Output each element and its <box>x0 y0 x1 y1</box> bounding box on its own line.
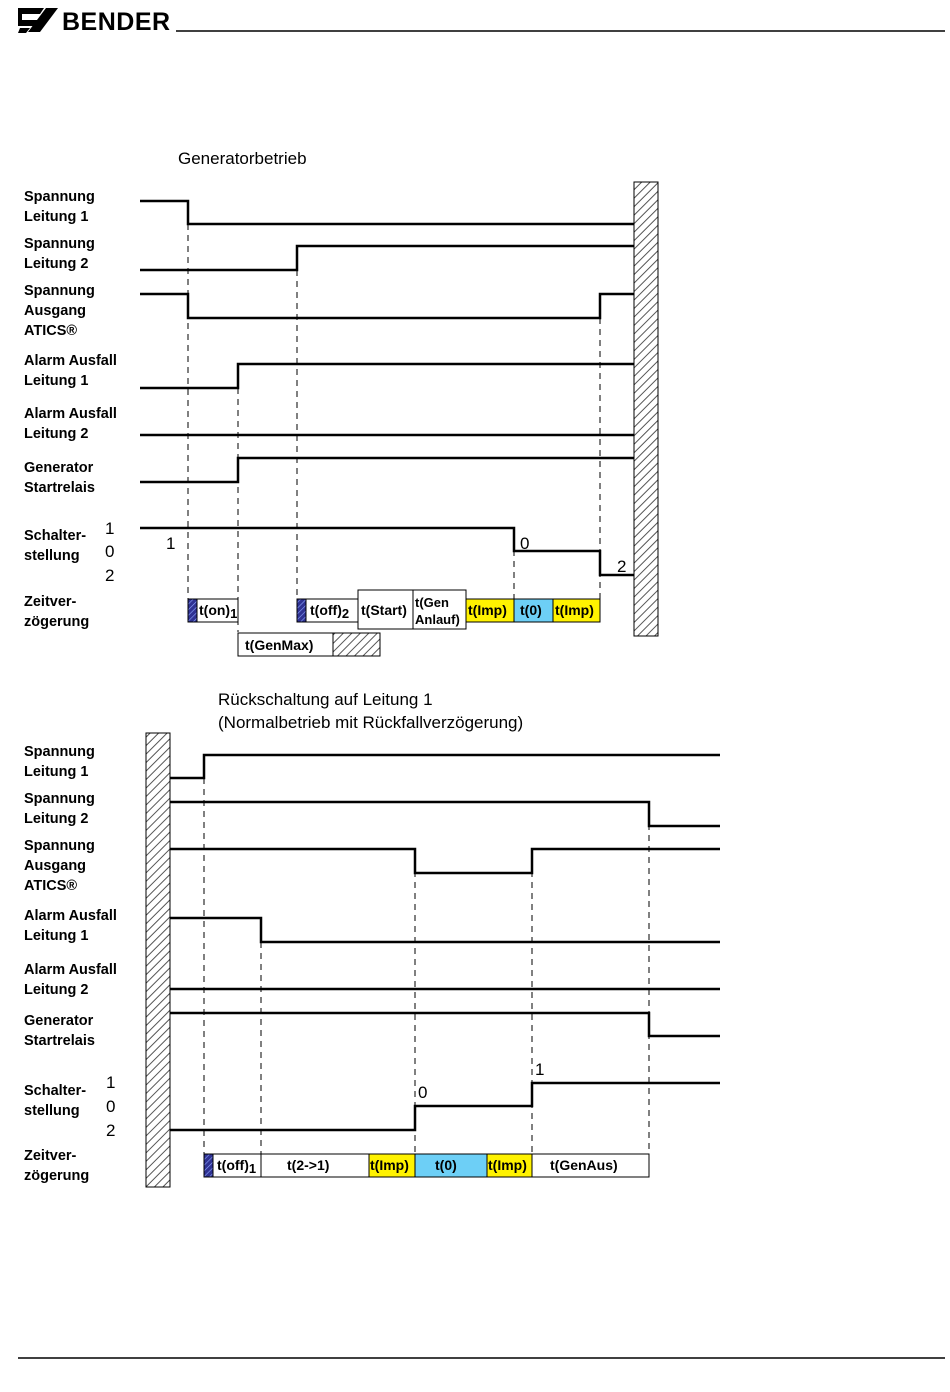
top-signal-spannung-l2 <box>140 246 635 270</box>
svg-text:t(0): t(0) <box>520 602 542 618</box>
bottom-timers <box>204 1154 649 1177</box>
bottom-signals <box>170 755 720 1130</box>
svg-text:2: 2 <box>105 566 115 585</box>
top-timers-row1 <box>188 590 600 629</box>
svg-text:t(Start): t(Start) <box>361 602 407 618</box>
bender-logo-icon <box>18 8 58 33</box>
svg-text:t(GenMax): t(GenMax) <box>245 637 314 653</box>
bottom-signal-ausgang <box>170 849 720 873</box>
svg-text:Zeitver-zögerung: Zeitver-zögerung <box>24 1148 90 1184</box>
svg-text:1: 1 <box>535 1060 545 1079</box>
svg-text:1: 1 <box>105 519 115 538</box>
top-signal-generator <box>140 458 635 482</box>
svg-text:t(2->1): t(2->1) <box>287 1157 330 1173</box>
svg-text:Anlauf): Anlauf) <box>415 612 460 627</box>
top-event-lines <box>188 224 600 632</box>
top-signal-alarm-l1 <box>140 364 635 388</box>
top-switch-levels <box>105 519 114 585</box>
bottom-signal-alarm-l1 <box>170 918 720 942</box>
svg-text:t(0): t(0) <box>435 1157 457 1173</box>
top-signal-spannung-l1 <box>140 201 635 224</box>
svg-text:0: 0 <box>105 542 115 561</box>
bottom-switch-levels <box>106 1073 115 1140</box>
top-switch-marks <box>166 534 626 576</box>
svg-text:GeneratorStartrelais: Generator Startrelais <box>24 460 95 496</box>
svg-text:1: 1 <box>106 1073 116 1092</box>
svg-text:SpannungLeitung 2: Spannung Leitung 2 <box>24 236 95 272</box>
svg-text:SpannungLeitung 2: Spannung Leitung 2 <box>24 791 95 827</box>
svg-text:t(Imp): t(Imp) <box>370 1157 409 1173</box>
svg-text:SpannungLeitung 1: Spannung Leitung 1 <box>24 189 95 225</box>
bottom-signal-generator <box>170 1013 720 1036</box>
svg-text:SpannungAusgangATICS®: Spannung Ausgang ATICS® <box>24 838 95 894</box>
svg-text:t(off)1: t(off)1 <box>217 1157 257 1176</box>
svg-text:GeneratorStartrelais: Generator Startrelais <box>24 1013 95 1049</box>
bottom-start-wall <box>146 733 170 1187</box>
bottom-signal-spannung-l2 <box>170 802 720 826</box>
svg-text:t(Imp): t(Imp) <box>468 602 507 618</box>
svg-text:0: 0 <box>520 534 530 553</box>
svg-text:0: 0 <box>418 1083 428 1102</box>
svg-text:0: 0 <box>106 1097 116 1116</box>
svg-text:t(on)1: t(on)1 <box>199 602 238 621</box>
svg-text:t(Imp): t(Imp) <box>555 602 594 618</box>
svg-text:Alarm AusfallLeitung 1: Alarm Ausfall Leitung 1 <box>24 353 117 389</box>
top-row-labels <box>24 189 117 630</box>
svg-text:Schalter-stellung: Schalter-stellung <box>24 1083 87 1119</box>
top-signal-ausgang <box>140 294 635 318</box>
bottom-signal-schalter <box>170 1083 720 1130</box>
top-timers-row2 <box>238 633 380 656</box>
bottom-signal-spannung-l1 <box>170 755 720 778</box>
svg-text:1: 1 <box>166 534 176 553</box>
bottom-title-2: (Normalbetrieb mit Rückfallverzögerung) <box>218 713 524 732</box>
bottom-title-1: Rückschaltung auf Leitung 1 <box>218 690 433 709</box>
svg-text:2: 2 <box>106 1121 116 1140</box>
bender-logo <box>18 8 171 36</box>
svg-text:Schalter-stellung: Schalter-stellung <box>24 528 87 564</box>
svg-text:t(GenAus): t(GenAus) <box>550 1157 618 1173</box>
svg-text:SpannungLeitung 1: Spannung Leitung 1 <box>24 744 95 780</box>
top-signals <box>140 201 635 575</box>
svg-text:t(off)2: t(off)2 <box>310 602 350 621</box>
brand-name: BENDER <box>62 8 171 36</box>
svg-text:Zeitver-zögerung: Zeitver-zögerung <box>24 594 90 630</box>
svg-text:Alarm AusfallLeitung 1: Alarm Ausfall Leitung 1 <box>24 908 117 944</box>
svg-text:t(Gen: t(Gen <box>415 595 449 610</box>
svg-text:SpannungAusgangATICS®: Spannung Ausgang ATICS® <box>24 283 95 339</box>
top-end-wall <box>634 182 658 636</box>
top-signal-schalter <box>140 528 635 575</box>
svg-text:2: 2 <box>617 557 627 576</box>
svg-text:t(Imp): t(Imp) <box>488 1157 527 1173</box>
bottom-switch-marks <box>418 1060 544 1102</box>
svg-text:Alarm AusfallLeitung 2: Alarm Ausfall Leitung 2 <box>24 406 117 442</box>
svg-text:Alarm AusfallLeitung 2: Alarm Ausfall Leitung 2 <box>24 962 117 998</box>
bottom-row-labels <box>24 744 117 1184</box>
top-title: Generatorbetrieb <box>178 149 307 168</box>
